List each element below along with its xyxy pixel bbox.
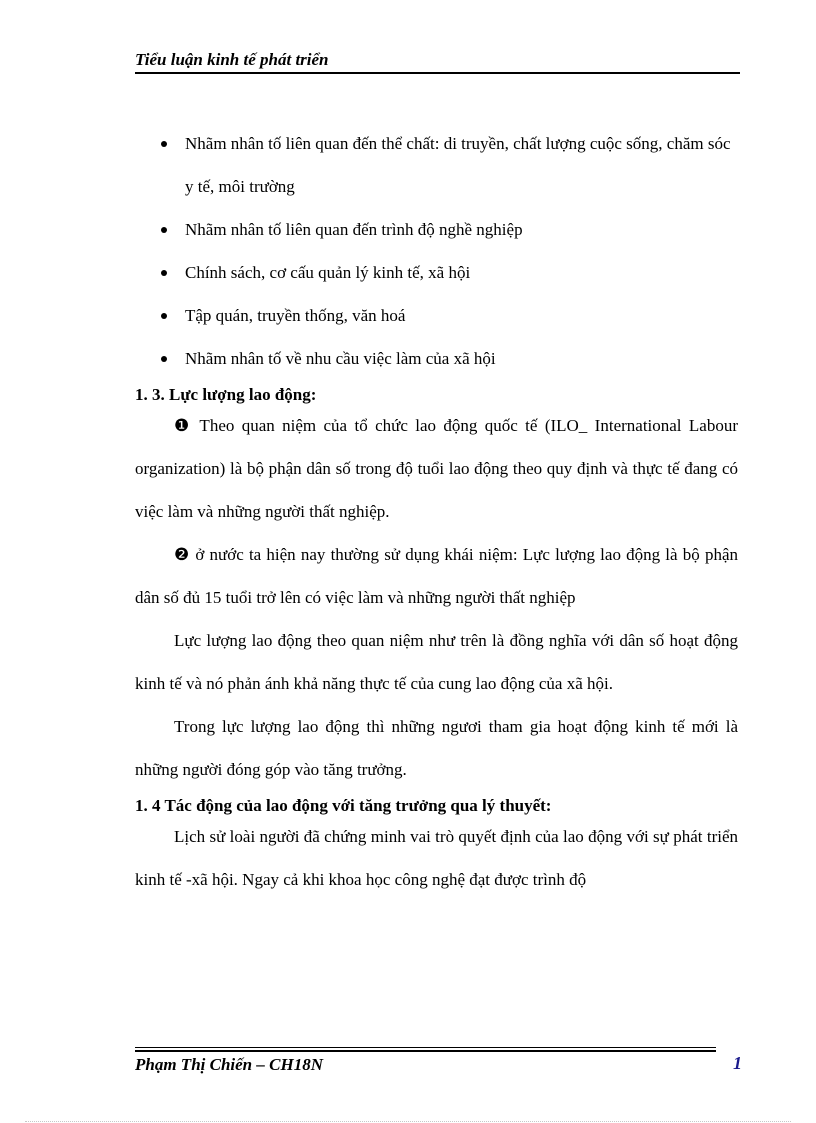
header-title: Tiểu luận kinh tế phát triển [135,50,329,69]
paragraph: ❶ Theo quan niệm của tổ chức lao động quốc tế (ILO_ International Labour organization) là bộ phận dân số trong độ tuổi lao động theo quy định và thực tế đang có việc làm và những người thất nghiệp. [135,416,738,521]
list-item [135,122,738,208]
bullet-icon [161,270,167,276]
bullet-list [135,122,738,380]
page-header [135,48,740,74]
section-heading-1-3: 1. 3. Lực lượng lao động: [135,385,317,404]
page-content [135,122,738,901]
paragraph: ❷ ở nước ta hiện nay thường sử dụng khái niệm: Lực lượng lao động là bộ phận dân số đủ 15 tuổi trở lên có việc làm và những người thất nghiệp [135,545,738,607]
list-item [135,294,738,337]
paragraph: Lực lượng lao động theo quan niệm như trên là đồng nghĩa với dân số hoạt động kinh tế và nó phản ánh khả năng thực tế của cung lao động của xã hội. [135,631,738,693]
footer-divider [135,1047,716,1048]
bullet-text: Nhãm nhân tố liên quan đến trình độ nghề nghiệp [185,220,523,239]
page-edge-divider [25,1121,791,1122]
paragraph: Lịch sử loài người đã chứng minh vai trò quyết định của lao động với sự phát triển kinh tế -xã hội. Ngay cả khi khoa học công nghệ đạt được trình độ [135,827,738,889]
footer-divider [135,1050,716,1052]
section-heading-1-4: 1. 4 Tác động của lao động với tăng trưởng qua lý thuyết: [135,796,552,815]
page-number: 1 [733,1053,742,1073]
bullet-icon [161,141,167,147]
bullet-icon [161,227,167,233]
bullet-text: Nhãm nhân tố về nhu cầu việc làm của xã hội [185,349,496,368]
bullet-text: Tập quán, truyền thống, văn hoá [185,306,406,325]
bullet-text: Nhãm nhân tố liên quan đến thể chất: di truyền, chất lượng cuộc sống, chăm sóc y tế, môi trường [185,134,731,196]
bullet-icon [161,313,167,319]
list-item [135,251,738,294]
paragraph: Trong lực lượng lao động thì những ngươi tham gia hoạt động kinh tế mới là những người đóng góp vào tăng trưởng. [135,717,738,779]
bullet-text: Chính sách, cơ cấu quản lý kinh tế, xã hội [185,263,471,282]
list-item [135,208,738,251]
footer-author: Phạm Thị Chiến – CH18N [135,1055,323,1074]
list-item [135,337,738,380]
bullet-icon [161,356,167,362]
